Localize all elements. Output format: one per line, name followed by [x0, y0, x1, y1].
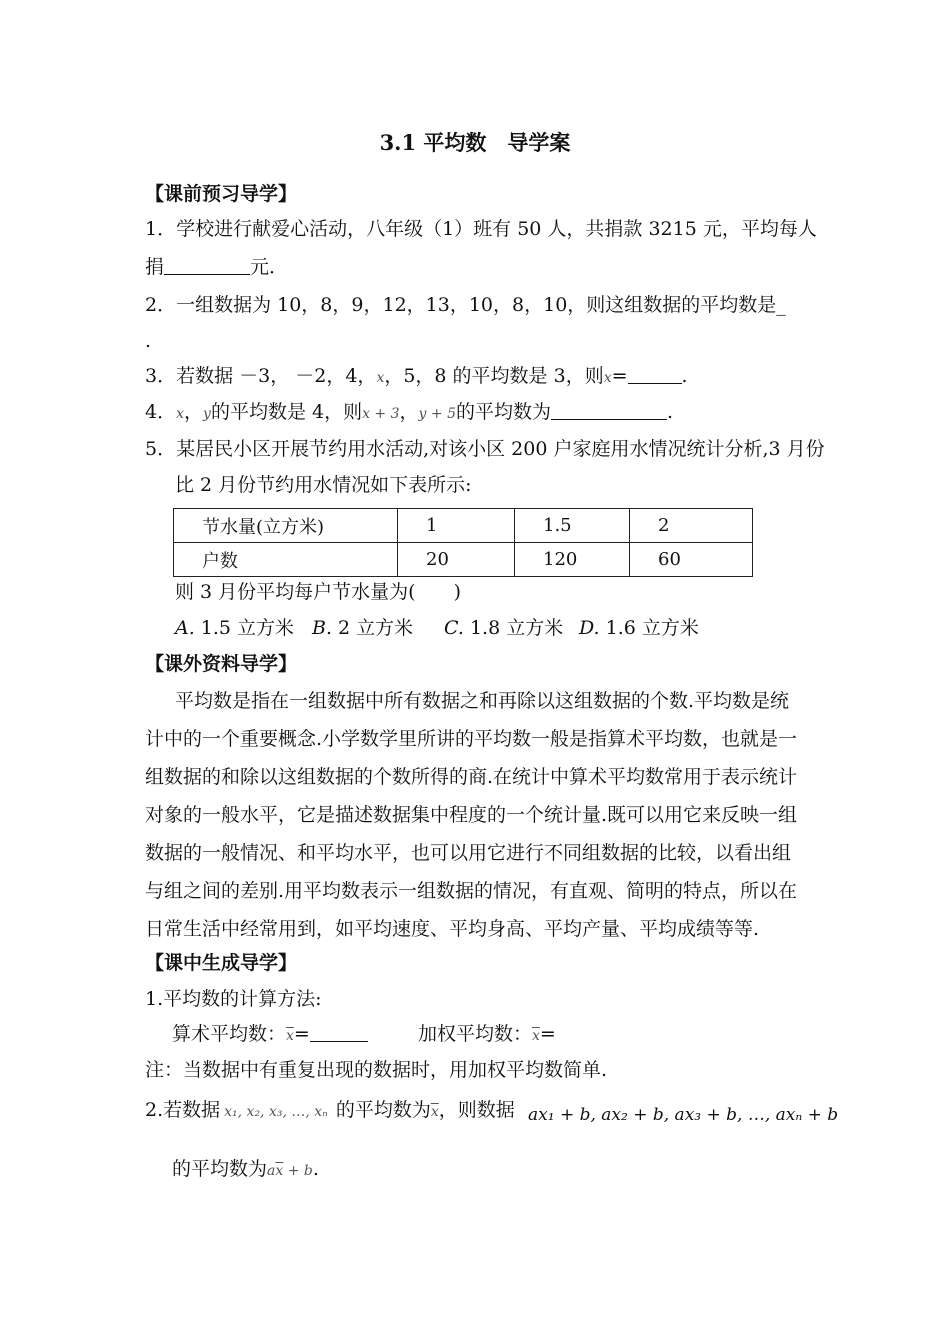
question-4: 4．x，y的平均数是 4，则x + 3，y + 5的平均数为 . [145, 401, 674, 423]
option-d[interactable]: D. 1.6 立方米 [579, 617, 699, 639]
question-5-line2: 比 2 月份节约用水情况如下表所示: [175, 474, 472, 496]
answer-blank[interactable] [310, 1023, 368, 1042]
paragraph-line: 数据的一般情况、和平均水平，也可以用它进行不同组数据的比较，以看出组 [145, 842, 792, 864]
paragraph-line: 日常生活中经常用到，如平均速度、平均身高、平均产量、平均成绩等等. [145, 918, 760, 940]
item-2-line1: 2.若数据 x₁, x₂, x₃, …, xₙ 的平均数为$\overline{x}$，则数据 [145, 1099, 515, 1121]
question-5-ask: 则 3 月份平均每户节水量为( ) [175, 581, 461, 603]
question-1-line2: 捐 元． [145, 256, 289, 278]
table-row [174, 543, 753, 577]
question-3: 3．若数据 －3， －2，4，x，5，8 的平均数是 3，则x= . [145, 365, 688, 387]
math-x: x [603, 370, 612, 386]
weighted-mean-line: 加权平均数：$\overline{x}=$ [418, 1023, 556, 1045]
table-cell: 1 [398, 509, 515, 543]
paragraph-line: 与组之间的差别.用平均数表示一组数据的情况，有直观、简明的特点，所以在 [145, 880, 798, 902]
paragraph-line: 对象的一般水平，它是描述数据集中程度的一个统计量.既可以用它来反映一组 [145, 804, 798, 826]
table-cell: 60 [630, 543, 753, 577]
answer-blank[interactable] [551, 401, 667, 420]
section-header-preview: 【课前预习导学】 [145, 183, 298, 205]
table-cell: 20 [398, 543, 515, 577]
section-header-reading: 【课外资料导学】 [145, 653, 298, 675]
item-1: 1.平均数的计算方法: [145, 988, 322, 1010]
table-cell: 1.5 [515, 509, 630, 543]
math-sequence: x₁, x₂, x₃, …, xₙ [224, 1104, 328, 1120]
option-b[interactable]: B. 2 立方米 [312, 617, 414, 639]
item-2-line2: 的平均数为$a\overline{x} + b$. [172, 1158, 319, 1180]
question-1-line1: 1．学校进行献爱心活动，八年级（1）班有 50 人，共捐款 3215 元，平均每人 [145, 218, 817, 240]
option-c[interactable]: C. 1.8 立方米 [444, 617, 564, 639]
table-row [174, 509, 753, 543]
paragraph-line: 组数据的和除以这组数据的个数所得的商.在统计中算术平均数常用于表示统计 [145, 766, 798, 788]
question-2-line2: . [145, 330, 152, 352]
arithmetic-mean-line: 算术平均数：$\overline{x}=$ [172, 1022, 368, 1048]
table-cell: 节水量(立方米) [174, 509, 398, 543]
option-a[interactable]: A. 1.5 立方米 [175, 617, 295, 639]
table-cell: 户数 [174, 543, 398, 577]
note: 注：当数据中有重复出现的数据时，用加权平均数简单. [145, 1059, 608, 1081]
page-title: 3.1 平均数 导学案 [379, 130, 571, 155]
section-header-class: 【课中生成导学】 [145, 952, 298, 974]
answer-blank[interactable] [628, 365, 682, 384]
water-saving-table [173, 508, 753, 577]
table-cell: 120 [515, 543, 630, 577]
math-transformed-sequence: ax₁ + b, ax₂ + b, ax₃ + b, …, axₙ + b [528, 1105, 839, 1125]
question-2-line1: 2．一组数据为 10，8，9，12，13，10，8，10，则这组数据的平均数是_ [145, 294, 786, 316]
answer-blank[interactable] [164, 256, 250, 275]
question-5-line1: 5．某居民小区开展节约用水活动,对该小区 200 户家庭用水情况统计分析,3 月份 [145, 438, 825, 460]
table-cell: 2 [630, 509, 753, 543]
math-x: x [376, 370, 385, 386]
paragraph-line: 计中的一个重要概念.小学数学里所讲的平均数一般是指算术平均数，也就是一 [145, 728, 798, 750]
paragraph-line: 平均数是指在一组数据中所有数据之和再除以这组数据的个数.平均数是统 [175, 690, 790, 712]
